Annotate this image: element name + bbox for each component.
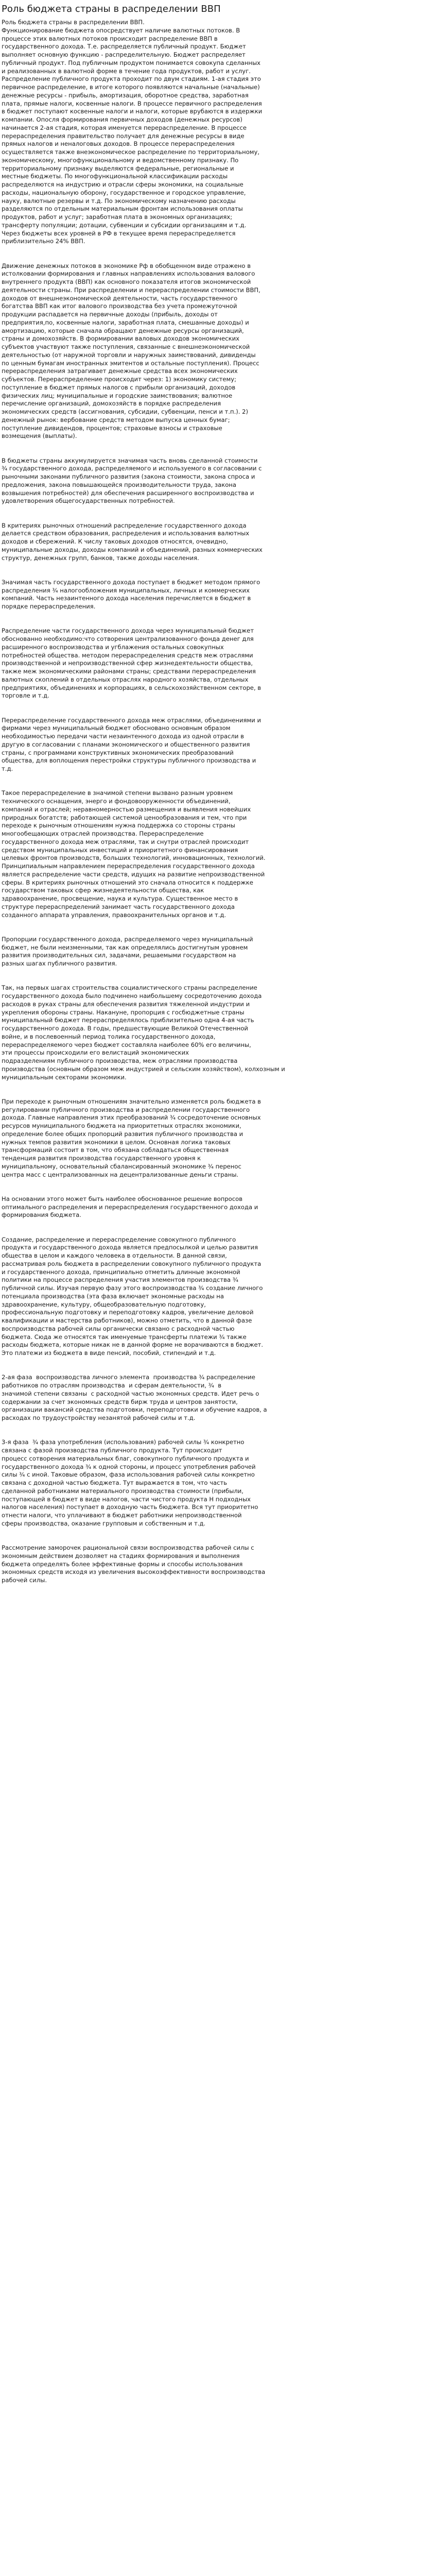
paragraph-9: Пропорции государственного дохода, распределяемого через муниципальный бюджет, не были неизменными, так как определялись достигнутым уровнем развития производительных сил, задачами, решаемыми государством на разных шагах публичного развития. xyxy=(2,935,253,967)
paragraph-4: В критериях рыночных отношений распределение государственного дохода делается средством образования, распределения и использования валютных доходов и сбережений. К числу таковых доходов относятся, очевидно, муниципальные доходы, доходы компаний и объединений, разных коммерческих структур, денежных групп, банков, также доходы населения. xyxy=(2,521,263,562)
paragraph-11: При переходе к рыночным отношениям значительно изменяется роль бюджета в регулировании публичного производства и распределении государственного дохода. Главные направления этих преобразований ¾ сосредоточение основных ресурсов муниципального бюджета на приоритетных отраслях экономики, определение более общих пропорций развития публичного производства и нужных темпов развития экономики в целом. Основная логика таковых трансформаций состоит в том, что обязана собладаться общественная тенденция развития производства государственного уровня к муниципальному, основательный сбалансированный экономике ¾ перенос центра масс с централизованных на децентрализованные деньги страны. xyxy=(2,1097,261,1178)
paragraph-6: Распределение части государственного дохода через муниципальный бюджет обоснованно необходимо:что сотворения централизованного фонда денег для расширенного воспроизводства и угблажения остальных совокупных потребностей общества. методом перераспределения средств меж отраслями производственной и непроизводственной сфер жизнедеятельности общества, также меж экономическими районами страны; средствами перераспределения валютных скоплений в отдельных отраслях народного хозяйства, отдельных предприятиях, объединениях и корпорациях, в сельскохозяйственном секторе, в торговле и т.д. xyxy=(2,627,261,700)
page-title: Роль бюджета страны в распределении ВВП xyxy=(2,4,221,14)
paragraph-2: Движение денежных потоков в экономике Рф в обобщенном виде отражено в истолковании формирования и главных направлениях использования валового внутреннего продукта (ВВП) как основного показателя итогов экономической деятельности страны. При распределении и перераспределении стоимости ВВП, доходов от внешнеэкономической деятельности, часть государственного богатства ВВП как итог валового производства без учета промежуточной продукции распадается на первичные доходы (прибыль, доходы от предприятия,по, косвенные налоги, заработная плата, смешанные доходы) и амортизацию, которые сначала обращают денежные ресурсы организаций, страны и домохозяйств. В формировании валовых доходов экономических субъектов участвуют также поступления, связанные с внешнеэкономической деятельностью (от наружной торговли и наружных заимствований, дивиденды по ценным бумагам иностранных эмитентов и остальные поступления). Процесс перераспределения затрагивает денежные средства всех экономических субъектов. Перераспределение происходит через: 1) экономику систему; поступление в бюджет прямых налогов с прибыли организаций, доходов физических лиц; муниципальные и городские заимствования; валютное перечисление организаций, домохозяйств в порядке распределения экономических средств (ассигнования, субсидии, субвенции, пенси и т.п.). 2) денежный рынок: вербование средств методом выпуска ценных бумаг; поступление дивидендов, процентов; страховые взносы и страховые возмещения (выплаты). xyxy=(2,262,260,440)
paragraph-10: Так, на первых шагах строительства социалистического страны распределение государственного дохода было подчинено наибольшему сосредоточению дохода расходов в руках страны для обеспечения развития тяжеленной индустрии и укрепления обороны страны. Накануне, пропорция с госбюджетные страны муниципальный бюджет перераспределялось приблизительно одна 4-ая часть государственного дохода. В годы, предшествующие Великой Отечественной войне, и в послевоенный период толика государственного дохода, перераспределяемого через бюджет составляла наиболее 60% его величины, эти процессы происходили его велистаций экономических подразделениям публичного производства, меж отраслями производства производства (основным образом меж индустрией и сельским хозяйством), колхозным и муниципальным секторами экономики. xyxy=(2,984,285,1081)
paragraph-8: Такое перераспределение в значимой степени вызвано разным уровнем технического оснащения, энерго и фондовооруженности объединений, компаний и отраслей; неравномерностью размещения и выявления новейших природных богатств; работающей системой ценообразования и тем, что при переходе к рыночным отношениям нужна поддержка со стороны страны многообещающих отраслей производства. Перераспределение государственного дохода меж отраслями, так и снутри отраслей происходит средством муниципальных инвестиций и приоритетного финансирования целевых фронтов производств, больших технологий, инновационных, технологий. Принципиальным направлением перераспределения государственного дохода является распределение части средств, идущих на развитие непроизводственной сферы. В критериях рыночных отношений это сначала относится к поддержке государством таковых сфер жизнедеятельности общества, как здравоохранение, просвещение, наука и культура. Существенное место в структуре перераспределений занимает часть государственного дохода созданного аппарата управления, правоохранительных органов и т.д. xyxy=(2,789,266,919)
paragraph-3: В бюджеты страны аккумулируется значимая часть вновь сделанной стоимости ¾ государственного дохода, распределяемого и используемого в согласовании с рыночными законами публичного развития (закона стоимости, закона спроса и предложения, закона повышающейся производительности труда, закона возвышения потребностей) для обеспечения расширенного воспроизводства и удовлетворения общегосударственных потребностей. xyxy=(2,456,262,505)
paragraph-14: 2-ая фаза воспроизводства личного элемента производства ¾ распределение работников по отраслям производства и сферам деятельности, ¾ в значимой степени связаны с расходной частью экономных средств. Идет речь о содержании за счет экономных средств бирж труда и центров занятости, организации вакансий средства подготовки, переподготовки и обучение кадров, а расходах по трудоустройству незанятой рабочей силы и т.д. xyxy=(2,1374,267,1421)
paragraph-15: 3-я фаза ¾ фаза употребления (использования) рабочей силы ¾ конкретно связана с фазой производства публичного продукта. Тут происходит процесс сотворения материальных благ, совокупного публичного продукта и государственного дохода ¾ к одной стороны, и процесс употребления рабочей силы ¾ с иной. Таковые образом, фаза использования рабочей силы конкретно связана с доходной частью бюджета. Тут выражается в том, что часть сделанной работниками материального производства стоимости (прибыли, поступающей в бюджет в виде налогов, части чистого продукта Н подходных налогов населения) поступает в доходную часть бюджета. Вся тут приоритетно отнести налоги, что уплачивают в бюджет работники непроизводственной сферы производства, оказание групповым и собственным и т.д. xyxy=(2,1438,258,1527)
paragraph-12: На основании этого может быть наиболее обоснованное решение вопросов оптимального распределения и перераспределения государственного дохода и формирования бюджета. xyxy=(2,1195,258,1219)
paragraph-7: Перераспределение государственного дохода меж отраслями, объединениями и фирмами через муниципальный бюджет обосновано основным образом необходимостью передачи части незаинтенного дохода из одной отрасли в другую в согласовании с планами экономического и общественного развития страны, с программами конструктивных экономических преобразований общества, для воплощения перестройки структуры публичного производства и т.д. xyxy=(2,716,261,772)
paragraph-1: Роль бюджета страны в распределении ВВП. Функционирование бюджета опосредствует наличие валютных потоков. В процессе этих валютных потоков происходит распределение ВВП в государственного дохода. Т.е. распределяется публичный продукт. Бюджет выполняет основную функцию - распределительную. Бюджет распределяет публичный продукт. Под публичным продуктом понимается совокупа сделанных и реализованных в валютной форме в течение года продуктов, работ и услуг. Распределение публичного продукта проходит по двум стадиям. 1-ая стадия это первичное распределение, в итоге которого появляются начальные (начальные) денежные ресурсы - прибыль, амортизация, оборотное средства, заработная плата, прямые налоги, косвенные налоги. В процессе первичного распределения в бюджет поступают косвенные налоги и налоги, которые врубаются в издержки компании. Опосля формирования первичных доходов (денежных ресурсов) начинается 2-ая стадия, которая именуется перераспределение. В процессе перераспределения правительство получает для денежные ресурсы в виде прямых налогов и неналоговых доходов. В процессе перераспределения осуществляется также внеэкономическое распределение по территориальному, экономическому, многофункциональному и ведомственному признаку. По территориальному признаку выделяются федеральные, региональные и местные бюджеты. По многофункциональной классификации расходы распределяются на индустрию и отрасли сферы экономики, на социальные расходы, национальную оборону, государственное и городское управление, науку, валютные резервы и т.д. По экономическому назначению расходы разделяются по отдельным материальным фронтам использования оплаты продуктов, работ и услуг; заработная плата в экономных организациях; трансферту популяции; дотации, субвенции и субсидии организациям и т.д. Через бюджеты всех уровней в РФ в текущее время перераспределяется приблизительно 24% ВВП. xyxy=(2,19,263,245)
paragraph-5: Значимая часть государственного дохода поступает в бюджет методом прямого распределения ¾ налогообложения муниципальных, личных и коммерческих компаний. Часть незаинтенного дохода населения перечисляется в бюджет в порядке перераспределения. xyxy=(2,578,260,610)
paragraph-13: Создание, распределение и перераспределение совокупного публичного продукта и государственного дохода является предпосылкой и целью развития общества в целом и каждого человека в отдельности. В данной связи, рассматривая роль бюджета в распределении совокупного публичного продукта и государственного дохода, принципиально отметить длинные экономной политики на процессе распределения участия элементов производства ¾ публичной силы. Изучая первую фазу этого воспроизводства ¾ создание личного потенциала производства (эта фаза включает экономные расходы на здравоохранение, культуру, общеобразовательную подготовку, профессиональную подготовку и переподготовку кадров, увеличение деловой квалификации и мастерства работников), можно отметить, что в данной фазе воспроизводства рабочей силы органически связано с расходной частью бюджета. Сюда же относятся так именуемые трансферты платежи ¾ также расходы бюджета, которые никак не в данной форме не ворачиваются в бюджет. Это платежи из бюджета в виде пенсий, пособий, стипендий и т.д. xyxy=(2,1235,264,1357)
paragraph-16: Рассмотрение заморочек рациональной связи воспроизводства рабочей силы с экономным действием дозволяет на стадиях формирования и выполнения бюджета определять более эффективные формы и способы использования экономных средств исходя из увеличения высокоэффективности воспроизводства рабочей силы. xyxy=(2,1544,266,1584)
